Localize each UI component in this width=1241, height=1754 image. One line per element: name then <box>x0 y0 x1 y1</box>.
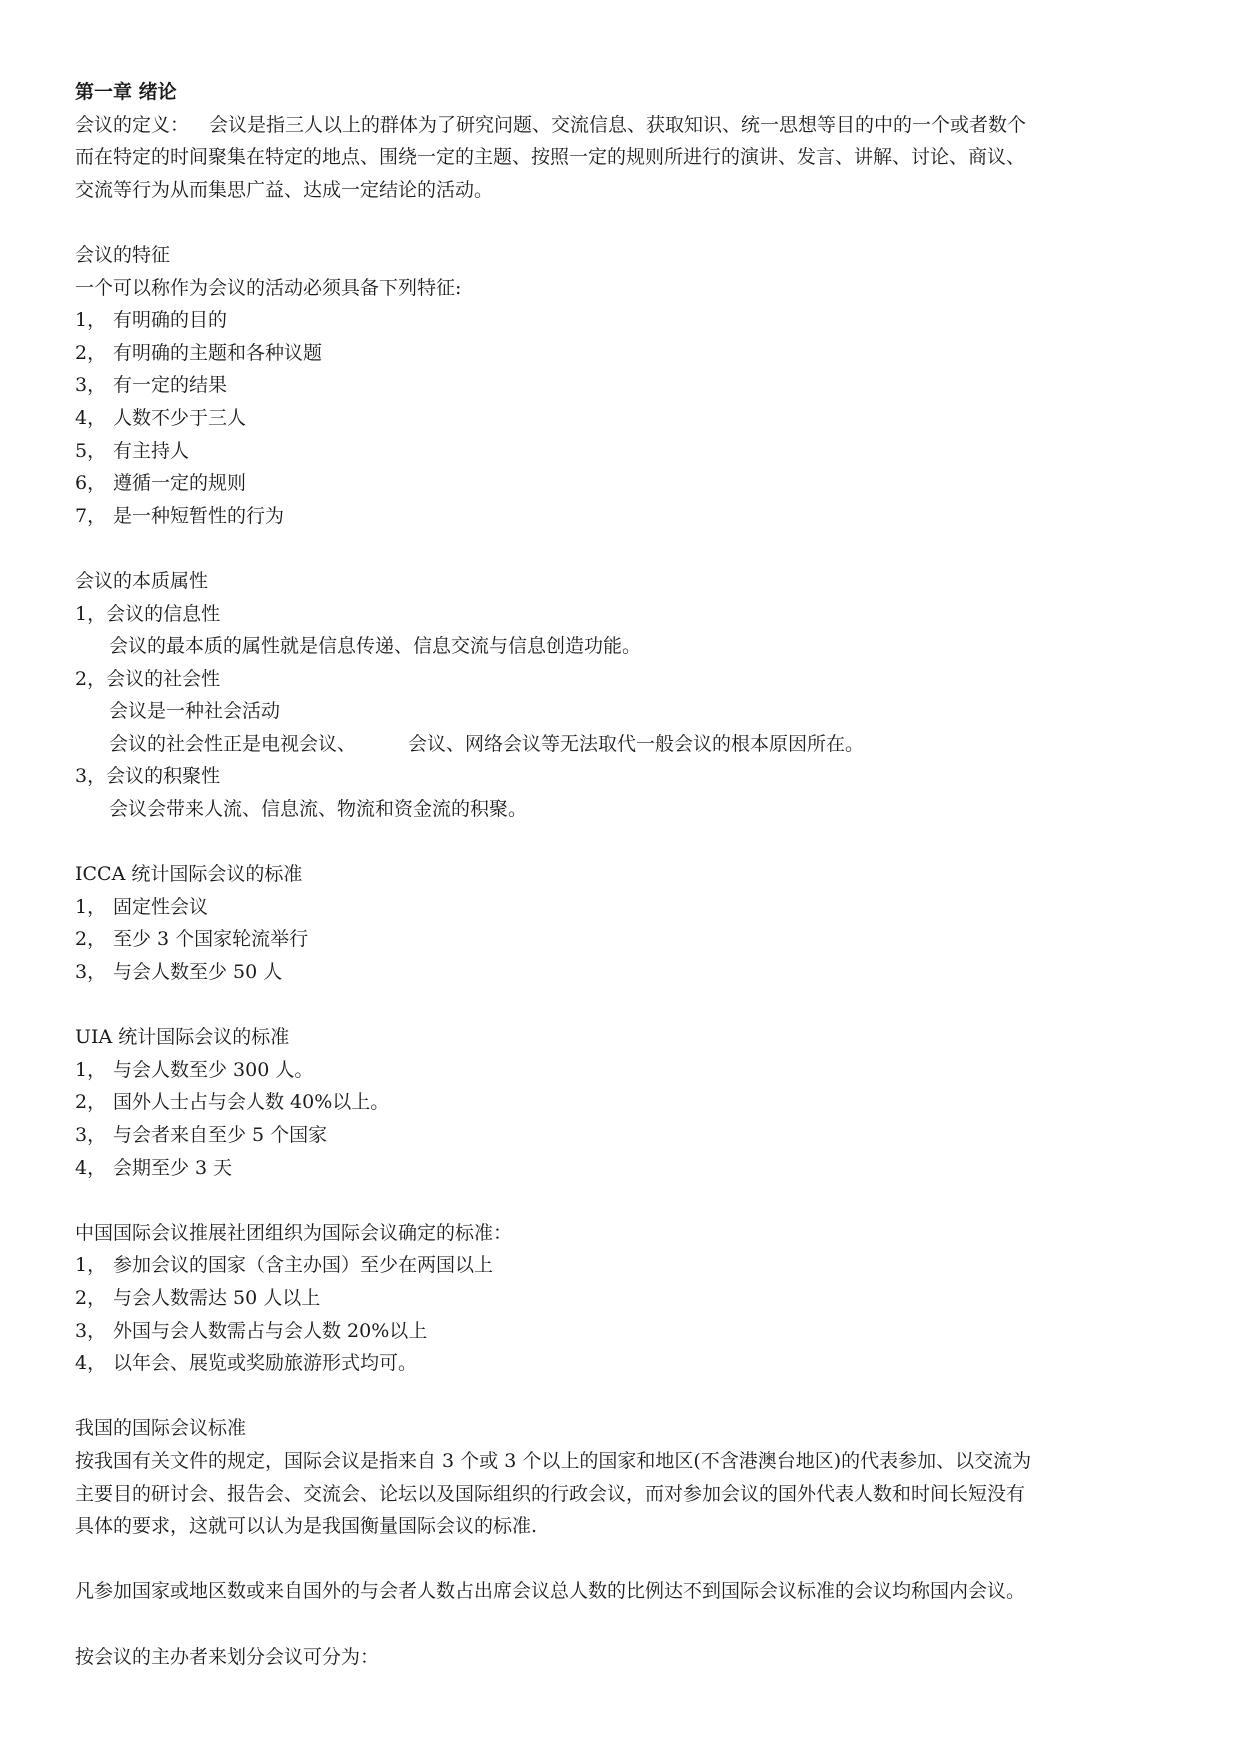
section-heading: 我国的国际会议标准 <box>75 1417 247 1440</box>
definition-line: 交流等行为从而集思广益、达成一定结论的活动。 <box>75 178 494 201</box>
item-text: 与会者来自至少 5 个国家 <box>113 1124 328 1146</box>
item-text: 外国与会人数需占与会人数 20%以上 <box>113 1319 428 1342</box>
list-item <box>75 337 1165 370</box>
section-intro: 一个可以称作为会议的活动必须具备下列特征: <box>75 276 462 299</box>
list-item <box>75 369 1165 402</box>
definition-line: 会议是指三人以上的群体为了研究问题、交流信息、获取知识、统一思想等目的中的一个或者数个 <box>209 113 1027 136</box>
item-text: 固定性会议 <box>113 895 209 918</box>
section-heading: 会议的特征 <box>75 243 171 266</box>
item-number: 3， <box>75 374 107 397</box>
uia-section <box>75 1021 1165 1184</box>
item-text: 遵循一定的规则 <box>113 472 247 495</box>
item-number: 4， <box>75 1156 107 1179</box>
china-association-section <box>75 1217 1165 1380</box>
subsection-detail: 会议的最本质的属性就是信息传递、信息交流与信息创造功能。 <box>109 635 642 658</box>
item-number: 2， <box>75 1286 107 1309</box>
item-number: 7， <box>75 504 107 527</box>
list-item <box>75 956 1165 989</box>
subsection-detail: 会议的社会性正是电视会议、 会议、网络会议等无法取代一般会议的根本原因所在。 <box>109 732 865 755</box>
national-standard-section <box>75 1412 1165 1542</box>
item-number: 4， <box>75 1352 107 1375</box>
item-text: 国外人士占与会人数 40%以上。 <box>113 1091 390 1114</box>
item-number: 3， <box>75 961 107 984</box>
item-text: 有一定的结果 <box>113 374 228 397</box>
item-number: 3， <box>75 1124 107 1146</box>
section-heading: 中国国际会议推展社团组织为国际会议确定的标准： <box>75 1221 513 1244</box>
list-item <box>75 1249 1165 1282</box>
list-item <box>75 500 1165 533</box>
icca-section <box>75 858 1165 988</box>
item-text: 有明确的主题和各种议题 <box>113 341 323 364</box>
subsection-detail: 会议是一种社会活动 <box>109 700 281 723</box>
item-number: 2， <box>75 928 107 951</box>
list-item <box>75 1086 1165 1119</box>
section-heading: UIA 统计国际会议的标准 <box>75 1026 290 1049</box>
nature-section <box>75 565 1165 826</box>
item-text: 与会人数需达 50 人以上 <box>113 1286 321 1309</box>
domestic-meeting-paragraph: 凡参加国家或地区数或来自国外的与会者人数占出席会议总人数的比例达不到国际会议标准的会议均称国内会议。 <box>75 1580 1026 1603</box>
item-number: 4， <box>75 406 107 429</box>
item-text: 以年会、展览或奖励旅游形式均可。 <box>113 1352 418 1375</box>
paragraph-line: 主要目的研讨会、报告会、交流会、论坛以及国际组织的行政会议，而对参加会议的国外代表人数和时间长短没有 <box>75 1482 1026 1505</box>
subsection-detail: 会议会带来人流、信息流、物流和资金流的积聚。 <box>109 798 528 821</box>
item-text: 与会人数至少 50 人 <box>113 961 283 984</box>
list-item <box>75 891 1165 924</box>
item-text: 有主持人 <box>113 439 190 462</box>
list-item <box>75 467 1165 500</box>
document-body <box>75 76 1165 1673</box>
list-item <box>75 402 1165 435</box>
list-item <box>75 1282 1165 1315</box>
item-text: 有明确的目的 <box>113 309 228 332</box>
list-item <box>75 1315 1165 1348</box>
list-item <box>75 923 1165 956</box>
item-text: 至少 3 个国家轮流举行 <box>113 928 309 951</box>
definition-line: 而在特定的时间聚集在特定的地点、围绕一定的主题、按照一定的规则所进行的演讲、发言、讲解、讨论、商议、 <box>75 146 1026 169</box>
item-number: 1， <box>75 309 107 332</box>
item-number: 1， <box>75 1058 107 1081</box>
item-number: 1， <box>75 895 107 918</box>
list-item <box>75 1152 1165 1185</box>
section-heading: ICCA 统计国际会议的标准 <box>75 863 303 886</box>
list-item <box>75 435 1165 468</box>
item-text: 与会人数至少 300 人。 <box>113 1058 314 1081</box>
chapter-title: 第一章 绪论 <box>75 81 177 103</box>
item-number: 5， <box>75 439 107 462</box>
item-number: 3， <box>75 1319 107 1342</box>
organizer-classification-heading: 按会议的主办者来划分会议可分为： <box>75 1645 380 1668</box>
list-item <box>75 1119 1165 1152</box>
subsection-title: 1，会议的信息性 <box>75 602 221 625</box>
list-item <box>75 1054 1165 1087</box>
list-item <box>75 304 1165 337</box>
subsection-title: 3，会议的积聚性 <box>75 765 221 788</box>
item-text: 会期至少 3 天 <box>113 1156 233 1179</box>
item-number: 1， <box>75 1254 107 1277</box>
paragraph-line: 具体的要求，这就可以认为是我国衡量国际会议的标准. <box>75 1515 538 1538</box>
item-text: 是一种短暂性的行为 <box>113 504 285 527</box>
item-number: 2， <box>75 1091 107 1114</box>
item-number: 2， <box>75 341 107 364</box>
definition-label: 会议的定义： <box>75 113 190 136</box>
item-number: 6， <box>75 472 107 495</box>
item-text: 参加会议的国家（含主办国）至少在两国以上 <box>113 1254 494 1277</box>
section-heading: 会议的本质属性 <box>75 569 209 592</box>
definition-paragraph <box>75 109 1165 207</box>
item-text: 人数不少于三人 <box>113 406 247 429</box>
subsection-title: 2，会议的社会性 <box>75 667 221 690</box>
list-item <box>75 1347 1165 1380</box>
paragraph-line: 按我国有关文件的规定，国际会议是指来自 3 个或 3 个以上的国家和地区(不含港澳台地区)的代表参加、以交流为 <box>75 1449 1032 1472</box>
features-section <box>75 239 1165 532</box>
